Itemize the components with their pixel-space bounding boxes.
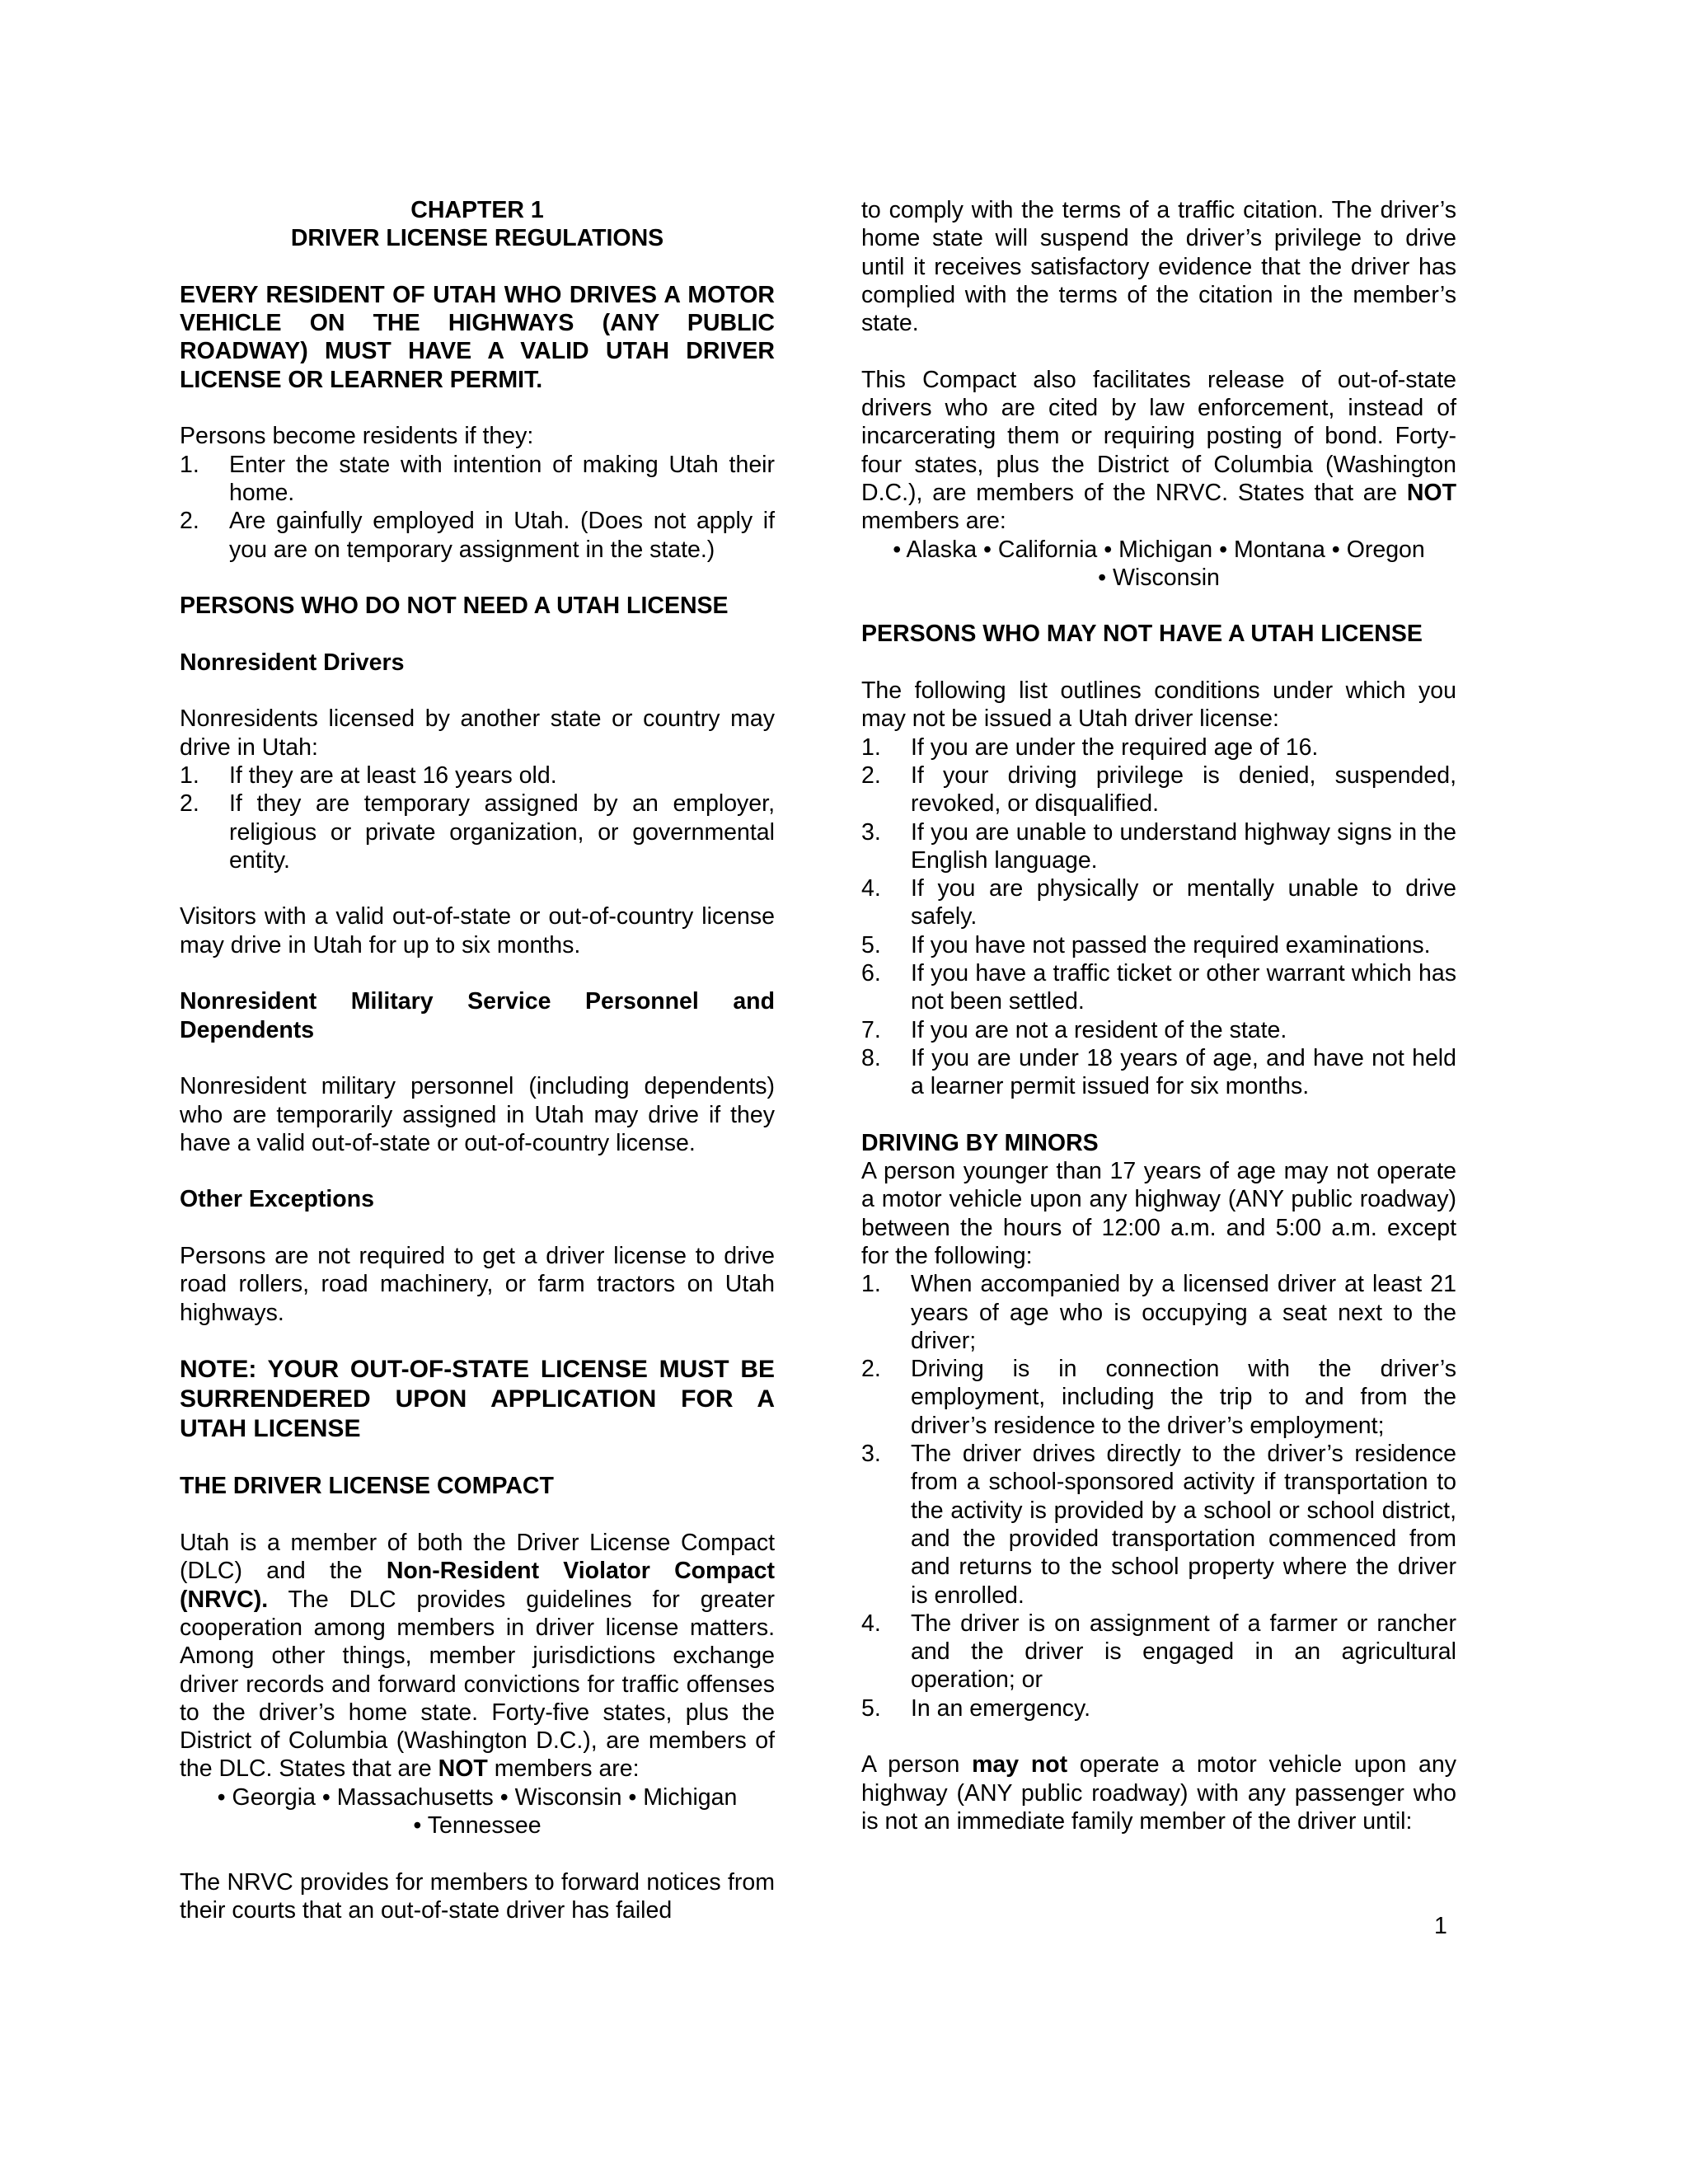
- page-number: 1: [1434, 1913, 1447, 1939]
- visitors-text: Visitors with a valid out-of-state or out-of-country license may drive in Utah for up to six months.: [180, 903, 775, 958]
- nrvc-nonmembers-line-2: • Wisconsin: [1098, 564, 1220, 591]
- compact-release-paragraph: This Compact also facilitates release of out-of-state drivers who are cited by law enforcement, instead of incarcerating them or requiring posting of bond. Forty-four states, plus the District of Columbia (Washington D.C.), are members of the NRVC. States that are NOT members are:: [861, 366, 1456, 535]
- may-not-intro: The following list outlines conditions under which you may not be issued a Utah driver license:: [861, 677, 1456, 733]
- list-item: 3. The driver drives directly to the driver’s residence from a school-sponsored activity if transportation to the activity is provided by a school or school district, and the provided transportation commenced from and returns to the school property where the driver is enrolled.: [861, 1441, 1456, 1609]
- military-heading: Nonresident Military Service Personnel and Dependents: [180, 988, 775, 1043]
- exceptions-text: Persons are not required to get a driver license to drive road rollers, road machinery, or farm tractors on Utah highways.: [180, 1242, 775, 1326]
- minors-heading: DRIVING BY MINORS: [861, 1129, 1099, 1156]
- list-item: 4. The driver is on assignment of a farmer or rancher and the driver is engaged in an agricultural operation; or: [861, 1610, 1456, 1694]
- list-item: 3. If you are unable to understand highway signs in the English language.: [861, 818, 1456, 874]
- list-item: 1. If they are at least 16 years old.: [180, 762, 557, 789]
- chapter-number: CHAPTER 1: [410, 197, 544, 223]
- nrvc-continued: to comply with the terms of a traffic citation. The driver’s home state will suspend the driver’s privilege to drive until it receives satisfactory evidence that the driver has complied with the terms of the citation in the member’s state.: [861, 197, 1456, 337]
- list-item: 7. If you are not a resident of the state.: [861, 1016, 1287, 1043]
- list-item: 2. If your driving privilege is denied, suspended, revoked, or disqualified.: [861, 762, 1456, 818]
- passenger-paragraph: A person may not operate a motor vehicle upon any highway (ANY public roadway) with any passenger who is not an immediate family member of the driver until:: [861, 1751, 1456, 1835]
- list-item: 1. If you are under the required age of 16.: [861, 733, 1319, 761]
- may-not-list: [861, 733, 1456, 1101]
- resident-rule: EVERY RESIDENT OF UTAH WHO DRIVES A MOTOR VEHICLE ON THE HIGHWAYS (ANY PUBLIC ROADWAY) MUST HAVE A VALID UTAH DRIVER LICENSE OR LEARNER PERMIT.: [180, 281, 775, 393]
- list-item: 2. Are gainfully employed in Utah. (Does not apply if you are on temporary assignment in the state.): [180, 508, 775, 563]
- list-item: 5. If you have not passed the required examinations.: [861, 931, 1431, 958]
- compact-heading: THE DRIVER LICENSE COMPACT: [180, 1473, 554, 1500]
- list-item: 2. If they are temporary assigned by an employer, religious or private organization, or governmental entity.: [180, 790, 775, 874]
- military-text: Nonresident military personnel (including dependents) who are temporarily assigned in Utah may drive if they have a valid out-of-state or out-of-country license.: [180, 1073, 775, 1156]
- exceptions-heading: Other Exceptions: [180, 1186, 374, 1213]
- out-of-state-note: NOTE: YOUR OUT-OF-STATE LICENSE MUST BE SURRENDERED UPON APPLICATION FOR A UTAH LICENSE: [180, 1356, 775, 1443]
- list-item: 1. When accompanied by a licensed driver at least 21 years of age who is occupying a seat next to the driver;: [861, 1271, 1456, 1354]
- list-item: 5. In an emergency.: [861, 1694, 1091, 1722]
- minors-list: [861, 1270, 1456, 1722]
- may-not-heading: PERSONS WHO MAY NOT HAVE A UTAH LICENSE: [861, 621, 1423, 648]
- nonresident-heading: Nonresident Drivers: [180, 649, 405, 676]
- minors-intro: A person younger than 17 years of age may not operate a motor vehicle upon any highway (ANY public roadway) between the hours of 12:00 a.m. and 5:00 a.m. except for the following:: [861, 1158, 1456, 1269]
- residents-list: [180, 451, 775, 564]
- list-item: 2. Driving is in connection with the driver’s employment, including the trip to and from the driver’s residence to the driver’s employment;: [861, 1356, 1456, 1439]
- nrvc-nonmembers-line-1: • Alaska • California • Michigan • Montana • Oregon: [893, 536, 1425, 563]
- dlc-nonmembers-line-2: • Tennessee: [413, 1812, 542, 1840]
- left-column: [180, 196, 775, 1924]
- list-item: 1. Enter the state with intention of making Utah their home.: [180, 451, 775, 506]
- chapter-title: DRIVER LICENSE REGULATIONS: [290, 225, 664, 252]
- compact-paragraph: Utah is a member of both the Driver License Compact (DLC) and the Non-Resident Violator Compact (NRVC). The DLC provides guidelines for greater cooperation among members in driver license matters. Among other things, member jurisdictions exchange driver records and forward convictions for traffic offenses to the driver’s home state. Forty-five states, plus the District of Columbia (Washington D.C.), are members of the DLC. States that are NOT members are:: [180, 1530, 775, 1783]
- list-item: 6. If you have a traffic ticket or other warrant which has not been settled.: [861, 960, 1456, 1015]
- nonresident-list: [180, 762, 775, 874]
- residents-intro: Persons become residents if they:: [180, 423, 534, 450]
- dlc-nonmembers-line-1: • Georgia • Massachusetts • Wisconsin • Michigan: [217, 1783, 738, 1811]
- nrvc-text: The NRVC provides for members to forward notices from their courts that an out-of-state driver has failed: [180, 1868, 775, 1924]
- no-need-heading: PERSONS WHO DO NOT NEED A UTAH LICENSE: [180, 593, 729, 620]
- list-item: 8. If you are under 18 years of age, and have not held a learner permit issued for six months.: [861, 1044, 1456, 1100]
- list-item: 4. If you are physically or mentally unable to drive safely.: [861, 875, 1456, 930]
- right-column: [861, 196, 1456, 1835]
- nonresident-intro: Nonresidents licensed by another state or country may drive in Utah:: [180, 705, 775, 761]
